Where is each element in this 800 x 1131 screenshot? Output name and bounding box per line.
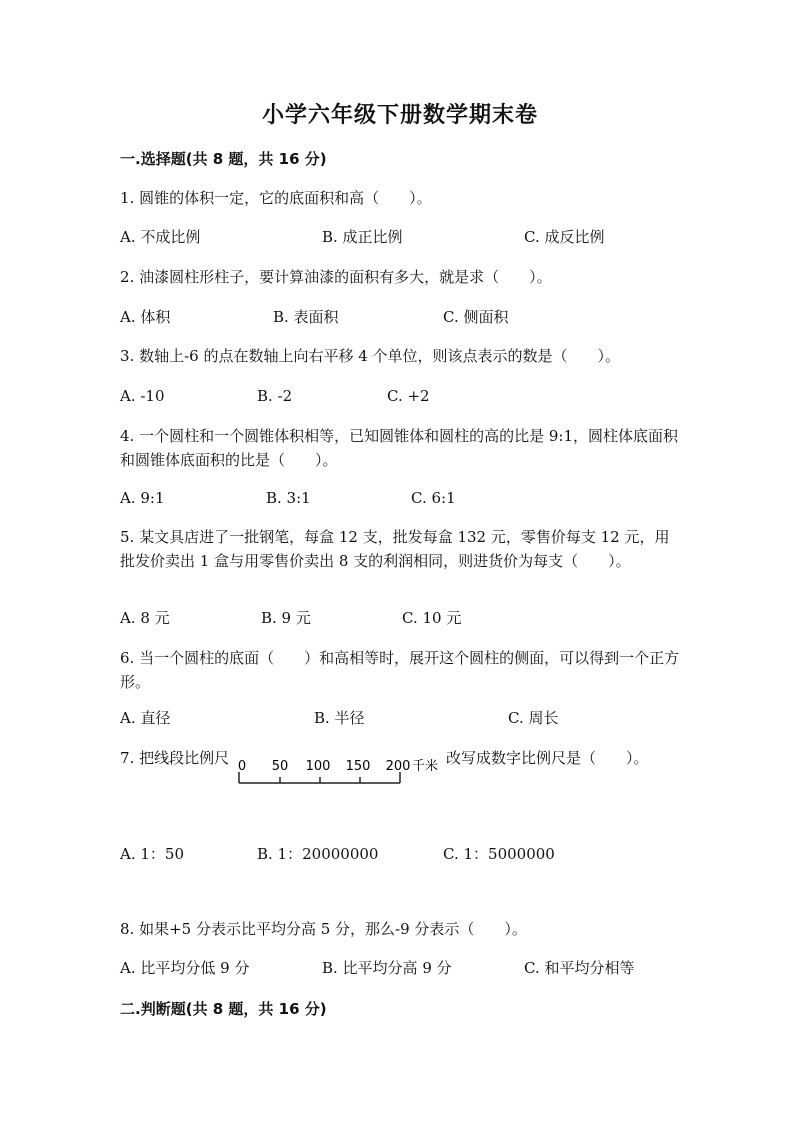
scale-tick-label: 0 (237, 759, 247, 774)
question-7-prefix: 7. 把线段比例尺 (120, 749, 230, 767)
option-5c: C. 10 元 (402, 609, 462, 627)
option-8a: A. 比平均分低 9 分 (120, 959, 250, 977)
option-2a: A. 体积 (120, 308, 171, 326)
option-4c: C. 6:1 (411, 489, 456, 507)
option-5b: B. 9 元 (261, 609, 311, 627)
option-4a: A. 9:1 (120, 489, 165, 507)
option-7b: B. 1：20000000 (257, 845, 379, 863)
option-7c: C. 1：5000000 (443, 845, 555, 863)
option-2b: B. 表面积 (273, 308, 339, 326)
scale-tick-label: 50 (271, 759, 289, 774)
question-7-suffix: 改写成数字比例尺是（ ）。 (446, 749, 649, 767)
question-8: 8. 如果+5 分表示比平均分高 5 分，那么-9 分表示（ ）。 (120, 920, 527, 938)
question-3: 3. 数轴上-6 的点在数轴上向右平移 4 个单位，则该点表示的数是（ ）。 (120, 347, 621, 365)
question-2: 2. 油漆圆柱形柱子，要计算油漆的面积有多大，就是求（ ）。 (120, 268, 552, 286)
option-1c: C. 成反比例 (524, 228, 605, 246)
option-5a: A. 8 元 (120, 609, 170, 627)
scale-tick-label: 100 (305, 759, 331, 774)
option-3c: C. +2 (387, 387, 430, 405)
option-1a: A. 不成比例 (120, 228, 201, 246)
option-4b: B. 3:1 (266, 489, 311, 507)
scale-tick-label: 150 (345, 759, 371, 774)
question-4: 4. 一个圆柱和一个圆锥体积相等，已知圆锥体和圆柱的高的比是 9:1，圆柱体底面积和圆锥体底面积的比是（ ）。 (120, 427, 678, 469)
section-heading-choice: 一.选择题(共 8 题，共 16 分) (120, 150, 327, 168)
scale-tick-label: 200 (385, 759, 411, 774)
option-2c: C. 侧面积 (443, 308, 509, 326)
option-6b: B. 半径 (314, 709, 365, 727)
option-8b: B. 比平均分高 9 分 (322, 959, 452, 977)
question-6: 6. 当一个圆柱的底面（ ）和高相等时，展开这个圆柱的侧面，可以得到一个正方形。 (120, 649, 680, 691)
question-1: 1. 圆锥的体积一定，它的底面积和高（ ）。 (120, 189, 432, 207)
page-title: 小学六年级下册数学期末卷 (261, 102, 538, 128)
option-8c: C. 和平均分相等 (524, 959, 635, 977)
scale-unit-label: 千米 (412, 759, 439, 774)
option-6c: C. 周长 (508, 709, 559, 727)
option-7a: A. 1：50 (120, 845, 184, 863)
question-5: 5. 某文具店进了一批钢笔，每盒 12 支，批发每盒 132 元，零售价每支 12 元，用批发价卖出 1 盒与用零售价卖出 8 支的利润相同，则进货价为每支（ ）。 (120, 528, 670, 570)
option-6a: A. 直径 (120, 709, 171, 727)
line-scale-bar (232, 756, 447, 790)
option-3a: A. -10 (120, 387, 165, 405)
option-3b: B. -2 (257, 387, 293, 405)
option-1b: B. 成正比例 (322, 228, 403, 246)
section-heading-judgement: 二.判断题(共 8 题，共 16 分) (120, 1000, 327, 1018)
